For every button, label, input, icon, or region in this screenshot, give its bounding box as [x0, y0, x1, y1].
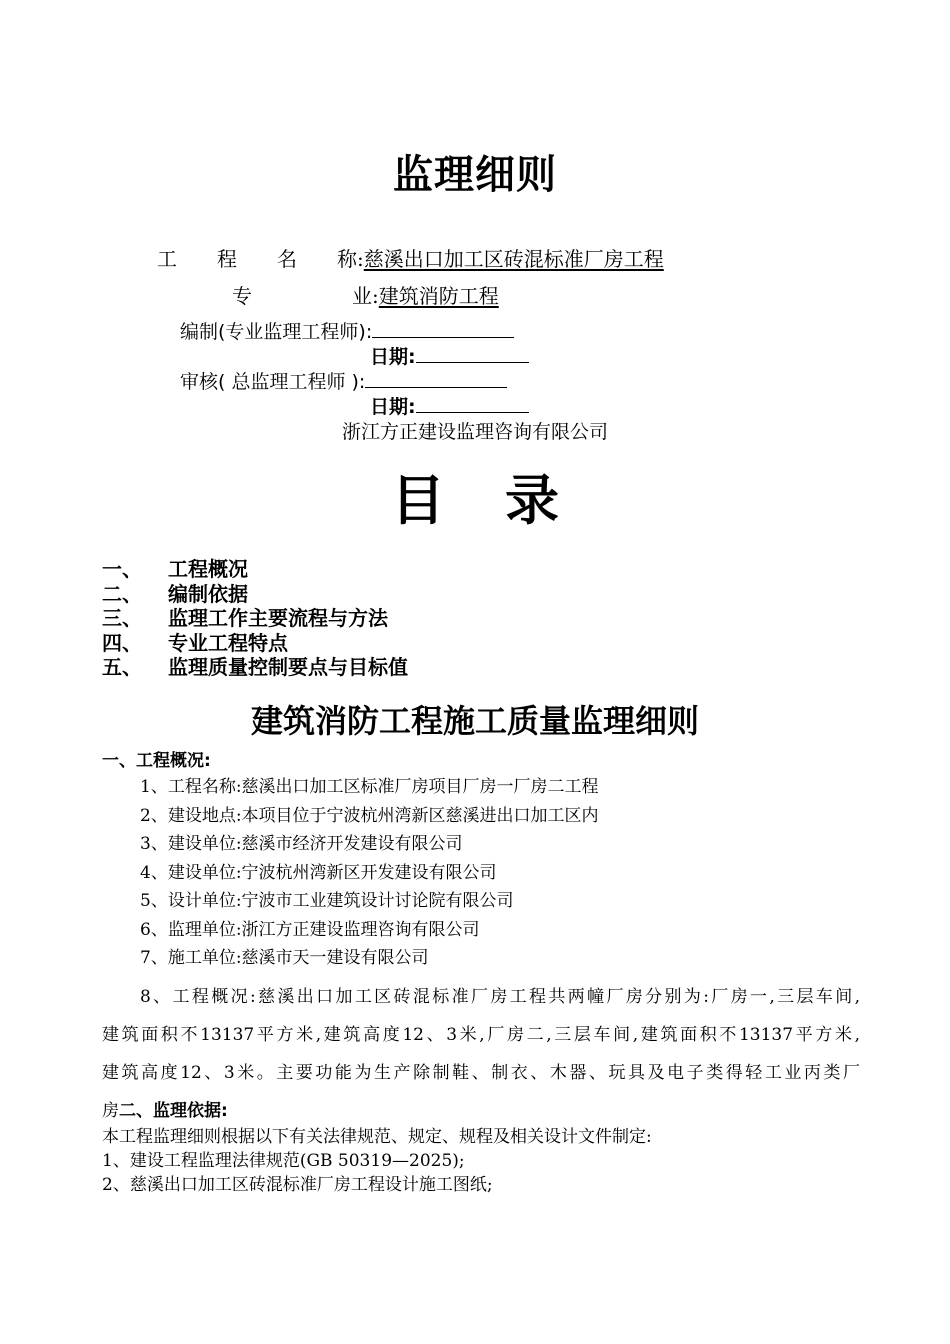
specialty-value: 建筑消防工程: [378, 284, 499, 308]
list-item: 7、施工单位:慈溪市天一建设有限公司: [140, 948, 429, 968]
reviewed-by-label: 审核( 总监理工程师 ):: [180, 371, 366, 393]
list-item: 1、建设工程监理法律规范(GB 50319—2025);: [102, 1151, 465, 1171]
toc-item-text: 专业工程特点: [168, 630, 288, 655]
reviewed-date-blank: [416, 394, 529, 413]
section-2-heading: 二、监理依据:: [119, 1101, 228, 1121]
toc-item-text: 监理工作主要流程与方法: [168, 606, 388, 631]
list-item: 2、建设地点:本项目位于宁波杭州湾新区慈溪进出口加工区内: [140, 805, 599, 826]
list-item: 6、监理单位:浙江方正建设监理咨询有限公司: [140, 919, 480, 940]
toc-item-number: 五、: [102, 655, 142, 680]
toc-item-text: 工程概况: [168, 557, 248, 581]
project-name-value: 慈溪出口加工区砖混标准厂房工程: [363, 247, 664, 271]
project-name-line: [157, 246, 664, 272]
paragraph-line: 建筑面积不13137平方米,建筑高度12、3米,厂房二,三层车间,建筑面积不13137平方米,: [102, 1025, 860, 1045]
paragraph-line: 8、工程概况:慈溪出口加工区砖混标准厂房工程共两幢厂房分别为:厂房一,三层车间,: [140, 987, 860, 1007]
toc-item-number: 三、: [102, 606, 142, 631]
toc-item: [102, 631, 408, 656]
reviewed-date-label: 日期:: [370, 396, 416, 418]
prepared-date-blank: [416, 344, 529, 363]
paragraph-tail: 房: [102, 1101, 119, 1121]
toc-list: [102, 557, 408, 680]
toc-item-text: 编制依据: [168, 581, 248, 606]
prepared-date-label: 日期:: [370, 346, 416, 368]
project-name-label: 工 程 名 称:: [157, 247, 364, 271]
reviewed-by-blank: [365, 369, 507, 388]
basis-intro: 本工程监理细则根据以下有关法律规范、规定、规程及相关设计文件制定:: [102, 1127, 652, 1147]
list-item: 1、工程名称:慈溪出口加工区标准厂房项目厂房一厂房二工程: [140, 777, 599, 797]
body-title: 建筑消防工程施工质量监理细则: [250, 702, 699, 740]
list-item: 3、建设单位:慈溪市经济开发建设有限公司: [140, 834, 463, 854]
prepared-date-line: [370, 344, 529, 369]
document-title: 监理细则: [393, 152, 557, 198]
reviewed-by-line: [180, 369, 507, 394]
toc-item: [102, 582, 408, 607]
paragraph-line: 建筑高度12、3米。主要功能为生产除制鞋、制衣、木器、玩具及电子类得轻工业丙类厂: [102, 1063, 860, 1083]
toc-item-number: 二、: [102, 581, 142, 606]
company-name: 浙江方正建设监理咨询有限公司: [341, 421, 608, 443]
specialty-label: 专 业:: [232, 284, 379, 308]
reviewed-date-line: [370, 394, 529, 419]
toc-item: [102, 655, 408, 680]
overview-list: [140, 773, 599, 973]
prepared-by-line: [180, 319, 514, 344]
toc-item-number: 一、: [102, 557, 142, 581]
toc-item: [102, 606, 408, 631]
list-item: 5、设计单位:宁波市工业建筑设计讨论院有限公司: [140, 891, 514, 911]
prepared-by-label: 编制(专业监理工程师):: [180, 321, 373, 343]
basis-list: [102, 1125, 652, 1197]
section-1-heading: 一、工程概况:: [102, 751, 211, 771]
prepared-by-blank: [372, 319, 514, 338]
toc-item-text: 监理质量控制要点与目标值: [168, 655, 408, 680]
list-item: 4、建设单位:宁波杭州湾新区开发建设有限公司: [140, 862, 497, 883]
toc-item-number: 四、: [102, 630, 142, 655]
overview-paragraph: [102, 978, 860, 1130]
specialty-line: [232, 283, 499, 309]
list-item: 2、慈溪出口加工区砖混标准厂房工程设计施工图纸;: [102, 1175, 493, 1195]
toc-title: 目录: [391, 469, 619, 532]
toc-item: [102, 557, 408, 582]
